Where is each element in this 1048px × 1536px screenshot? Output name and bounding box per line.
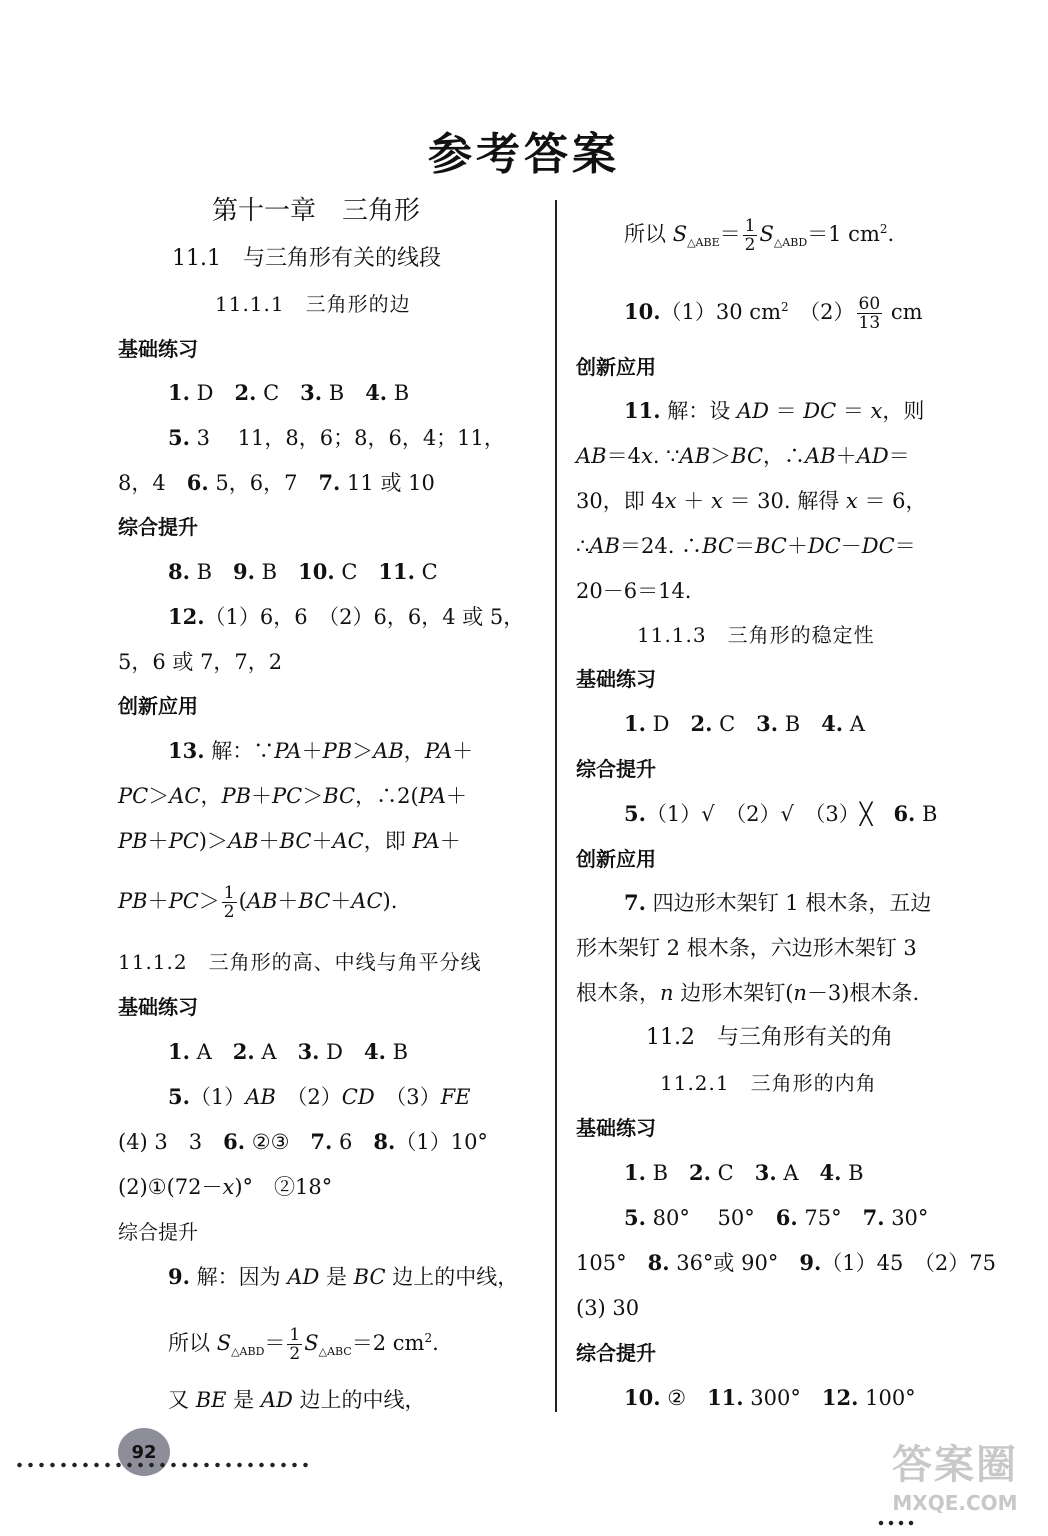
fraction: $\frac{1}{2}$ <box>223 883 235 922</box>
answer-line: 1. D 2. C 3. B 4. B <box>168 380 410 405</box>
chapter-heading: 第十一章 三角形 <box>212 196 421 226</box>
answer-line: AB＝4x. ∵AB＞BC，∴AB＋AD＝ <box>576 444 910 468</box>
category-innovation: 创新应用 <box>576 355 656 379</box>
subsection-heading-11-1-1: 11.1.1 三角形的边 <box>215 292 411 316</box>
subsection-heading-11-1-2: 11.1.2 三角形的高、中线与角平分线 <box>118 950 482 974</box>
answer-line: 7. 四边形木架钉 1 根木条，五边 <box>624 890 932 915</box>
answer-line: 5.（1）AB （2）CD （3）FE <box>168 1084 471 1109</box>
category-basic: 基础练习 <box>118 337 198 361</box>
answer-line: 根木条，n 边形木架钉(n－3)根木条. <box>576 981 920 1005</box>
answer-line: 5. 3 11，8，6；8，6，4；11， <box>168 425 505 450</box>
answer-line: 10. ② 11. 300° 12. 100° <box>624 1385 916 1410</box>
fraction: $\frac{60}{13}$ <box>858 294 881 333</box>
answer-line: 11. 解：设 AD ＝ DC ＝ x，则 <box>624 398 925 423</box>
answer-line: 所以 $S_{\triangle ABD}=$ $\frac{1}{2}$ $S_{\triangle ABC}=2$ $cm^2$. <box>168 1325 439 1364</box>
fraction: $\frac{1}{2}$ <box>289 1325 301 1364</box>
section-heading-11-1: 11.1 与三角形有关的线段 <box>172 246 441 271</box>
answer-line: 20－6＝14. <box>576 579 692 603</box>
answer-line: 9. 解：因为 AD 是 BC 边上的中线， <box>168 1264 519 1289</box>
category-comprehensive: 综合提升 <box>118 1220 198 1244</box>
answer-line: 形木架钉 2 根木条，六边形木架钉 3 <box>576 936 917 960</box>
category-comprehensive: 综合提升 <box>576 757 656 781</box>
answer-line: 1. D 2. C 3. B 4. A <box>624 711 865 736</box>
answer-line: 5，6 或 7，7，2 <box>118 650 283 674</box>
answer-line: 13. 解：∵PA＋PB＞AB，PA＋ <box>168 738 474 763</box>
category-innovation: 创新应用 <box>118 694 198 718</box>
footer-dotted-line <box>14 1462 314 1468</box>
page-title: 参考答案 <box>428 129 620 180</box>
answer-line: 30，即 4x ＋ x ＝ 30. 解得 x ＝ 6， <box>576 489 927 513</box>
answer-line: (2)①(72－x)° ②18° <box>118 1175 333 1199</box>
answer-line: 又 BE 是 AD 边上的中线， <box>168 1388 426 1412</box>
category-comprehensive: 综合提升 <box>576 1341 656 1365</box>
watermark-logo: 答案圈 MXQE.COM <box>892 1442 1018 1515</box>
answer-line: 1. A 2. A 3. D 4. B <box>168 1039 409 1064</box>
answer-line: PB＋PC＞ $\frac{1}{2}$ (AB＋BC＋AC). <box>118 883 398 922</box>
answer-line: 8. B 9. B 10. C 11. C <box>168 559 438 584</box>
answer-line: (4) 3 3 6. ②③ 7. 6 8.（1）10° <box>118 1129 488 1154</box>
answer-line: 5.（1）√ （2）√ （3）╳ 6. B <box>624 801 938 826</box>
subsection-heading-11-1-3: 11.1.3 三角形的稳定性 <box>637 623 875 647</box>
page-number: 92 <box>131 1441 157 1463</box>
answer-line: (3) 30 <box>576 1296 640 1320</box>
answer-line: 12.（1）6，6 （2）6，6，4 或 5， <box>168 604 525 629</box>
section-heading-11-2: 11.2 与三角形有关的角 <box>646 1025 893 1050</box>
subsection-heading-11-2-1: 11.2.1 三角形的内角 <box>660 1071 877 1095</box>
category-basic: 基础练习 <box>118 995 198 1019</box>
page-number-badge <box>118 1428 170 1476</box>
answer-line: 105° 8. 36°或 90° 9.（1）45 （2）75 <box>576 1250 996 1275</box>
category-basic: 基础练习 <box>576 667 656 691</box>
category-innovation: 创新应用 <box>576 847 656 871</box>
answer-line: 8，4 6. 5，6，7 7. 11 或 10 <box>118 470 435 495</box>
column-divider <box>555 200 557 1412</box>
answer-line: 5. 80° 50° 6. 75° 7. 30° <box>624 1205 929 1230</box>
answer-line: 1. B 2. C 3. A 4. B <box>624 1160 864 1185</box>
answer-line: PB＋PC)＞AB＋BC＋AC，即 PA＋ <box>118 829 461 853</box>
answer-line: 所以 $S_{\triangle ABE}=$ $\frac{1}{2}$ $S_{\triangle ABD}=1$ $cm^2$. <box>624 216 895 255</box>
fraction: $\frac{1}{2}$ <box>744 216 756 255</box>
category-comprehensive: 综合提升 <box>118 515 198 539</box>
category-basic: 基础练习 <box>576 1116 656 1140</box>
answer-line: ∴AB＝24. ∴BC＝BC＋DC－DC＝ <box>576 534 916 558</box>
answer-line: 10.（1）30 $cm^2$ （2） $\frac{60}{13}$ cm <box>624 294 923 333</box>
answer-line: PC＞AC，PB＋PC＞BC，∴2(PA＋ <box>118 784 468 808</box>
